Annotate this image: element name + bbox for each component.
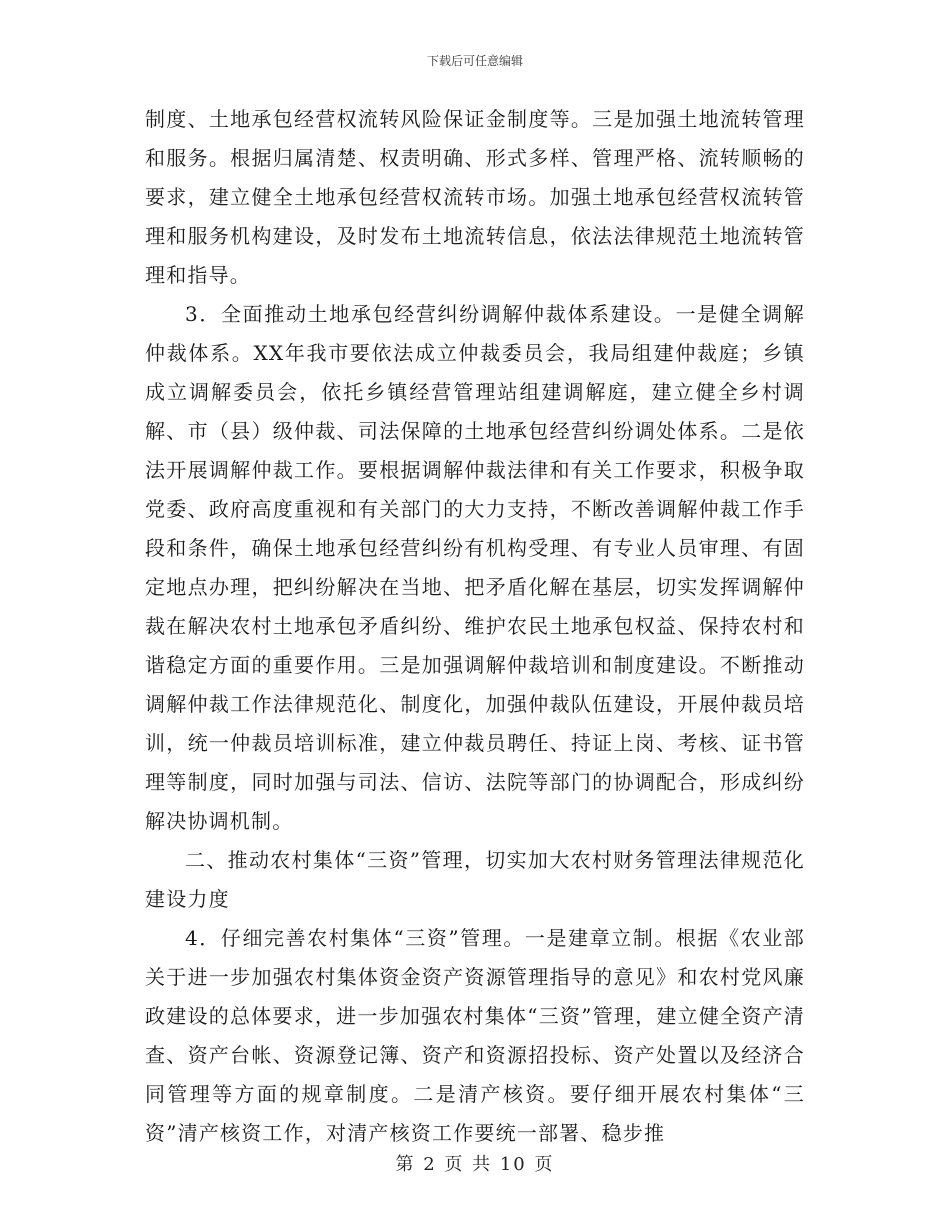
paragraph-4: 4．仔细完善农村集体“三资”管理。一是建章立制。根据《农业部关于进一步加强农村集体资金资产资源管理指导的意见》和农村党风廉政建设的总体要求，进一步加强农村集体“三资”管理，建立健全资产清查、资产台帐、资源登记簿、资产和资源招投标、资产处置以及经济合同管理等方面的规章制度。二是清产核资。要仔细开展农村集体“三资”清产核资工作，对清产核资工作要统一部署、稳步推 (145, 926, 805, 1145)
page-number: 第 2 页 共 10 页 (395, 1154, 555, 1175)
paragraph-2: 3．全面推动土地承包经营纠纷调解仲裁体系建设。一是健全调解仲裁体系。XX年我市要依法成立仲裁委员会，我局组建仲裁庭；乡镇成立调解委员会，依托乡镇经营管理站组建调解庭，建立健全乡村调解、市（县）级仲裁、司法保障的土地承包经营纠纷调处体系。二是依法开展调解仲裁工作。要根据调解仲裁法律和有关工作要求，积极争取党委、政府高度重视和有关部门的大力支持，不断改善调解仲裁工作手段和条件，确保土地承包经营纠纷有机构受理、有专业人员审理、有固定地点办理，把纠纷解决在当地、把矛盾化解在基层，切实发挥调解仲裁在解决农村土地承包矛盾纠纷、维护农民土地承包权益、保持农村和谐稳定方面的重要作用。三是加强调解仲裁培训和制度建设。不断推动调解仲裁工作法律规范化、制度化，加强仲裁队伍建设，开展仲裁员培训，统一仲裁员培训标准，建立仲裁员聘任、持证上岗、考核、证书管理等制度，同时加强与司法、信访、法院等部门的协调配合，形成纠纷解决协调机制。 (145, 302, 805, 833)
document-body (145, 100, 805, 1153)
section-heading: 二、推动农村集体“三资”管理，切实加大农村财务管理法律规范化建设力度 (145, 848, 805, 911)
paragraph-1: 制度、土地承包经营权流转风险保证金制度等。三是加强土地流转管理和服务。根据归属清楚、权责明确、形式多样、管理严格、流转顺畅的要求，建立健全土地承包经营权流转市场。加强土地承包经营权流转管理和服务机构建设，及时发布土地流转信息，依法法律规范土地流转管理和指导。 (145, 107, 805, 287)
page-header: 下载后可任意编辑 (426, 54, 523, 68)
